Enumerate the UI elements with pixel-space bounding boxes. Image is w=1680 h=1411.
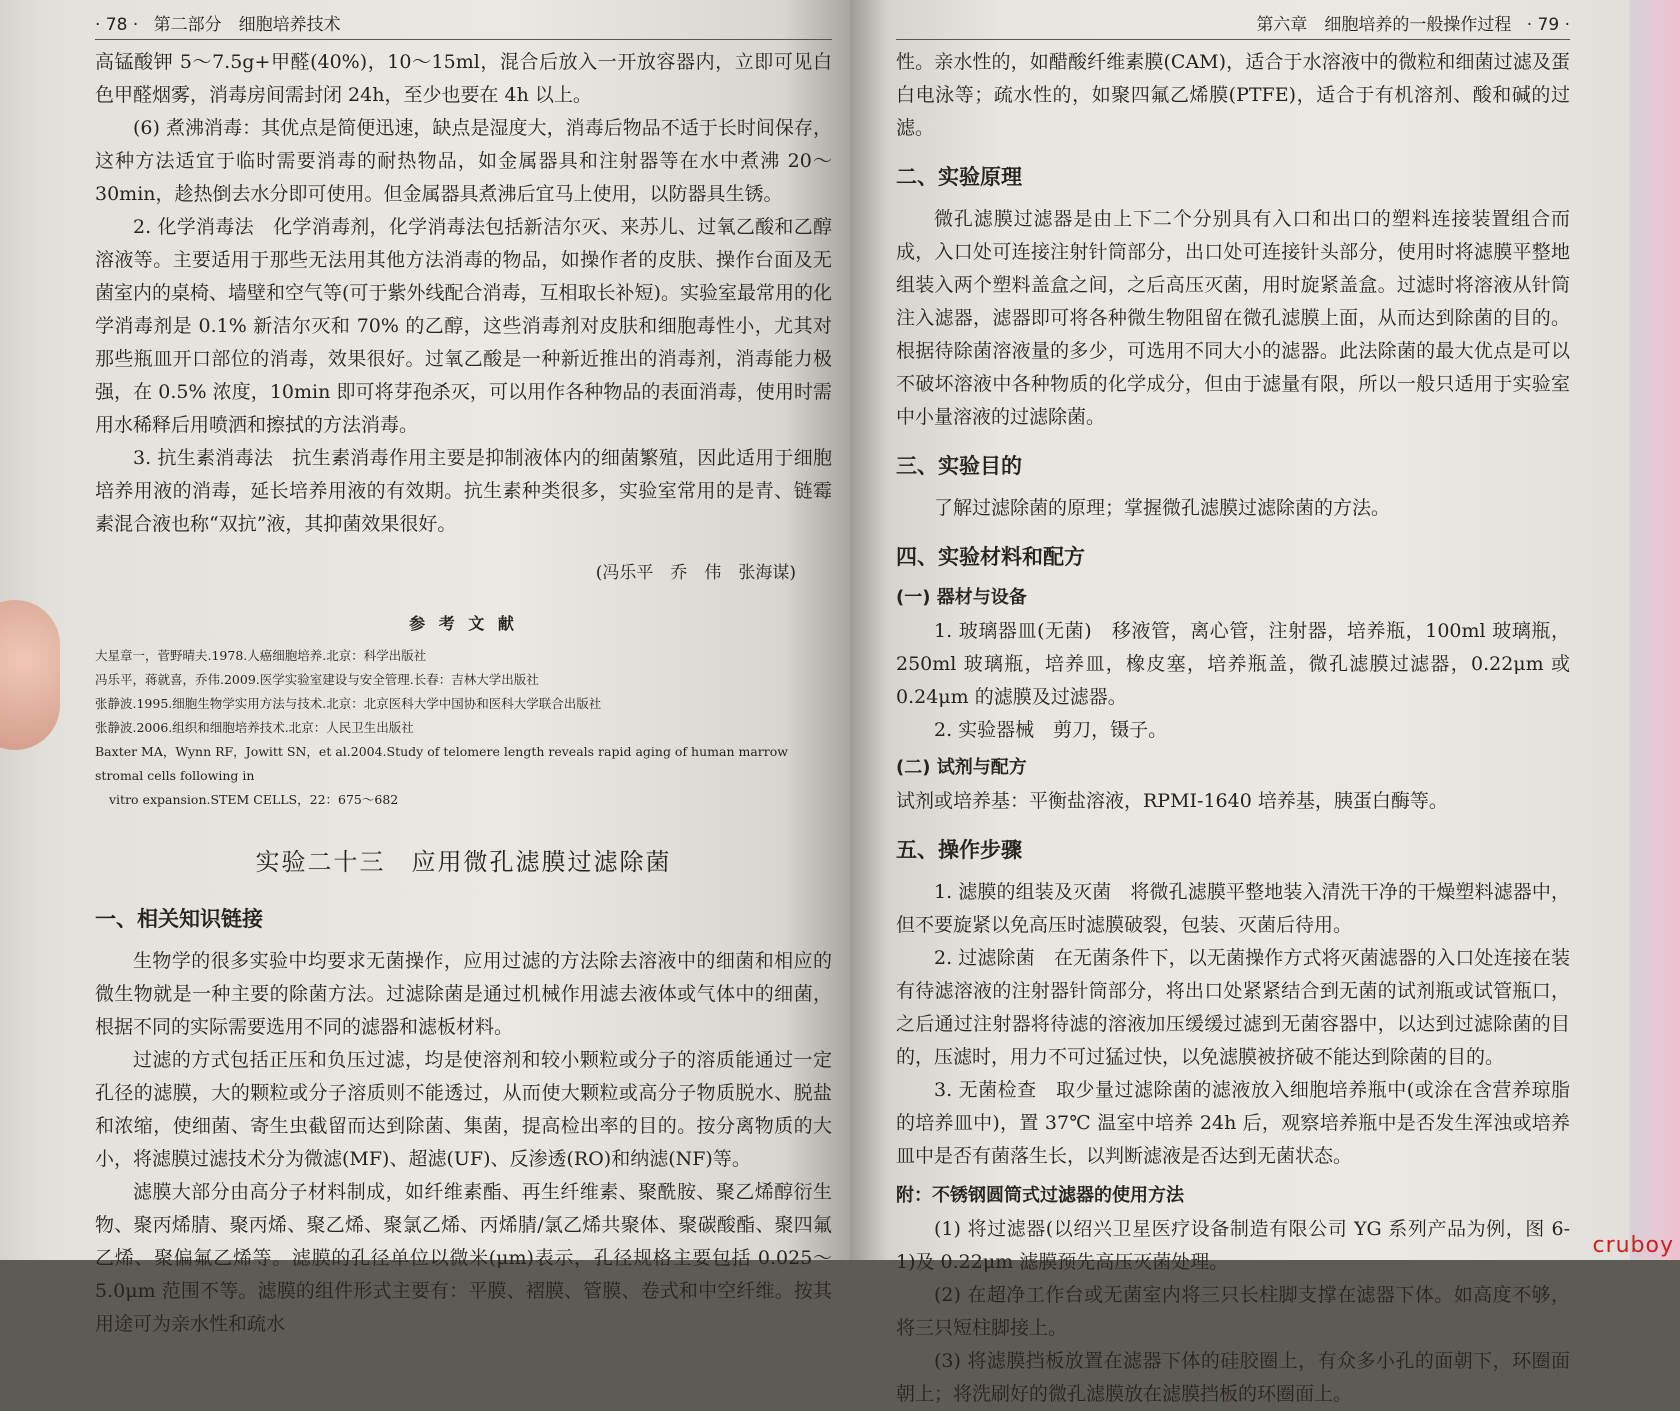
section-heading: 一、相关知识链接 (95, 907, 263, 931)
experiment-title: 实验二十三 应用微孔滤膜过滤除菌 (255, 848, 672, 876)
section-heading: 三、实验目的 (896, 454, 1022, 478)
step-item: 1. 滤膜的组装及灭菌 将微孔滤膜平整地装入清洗干净的干燥塑料滤器中，但不要旋紧以免高压时滤膜破裂，包装、灭菌后待用。 (896, 881, 1570, 936)
paragraph: 高锰酸钾 5～7.5g+甲醛(40%)，10～15ml，混合后放入一开放容器内，立即可见白色甲醛烟雾，消毒房间需封闭 24h，至少也要在 4h 以上。 (95, 51, 832, 106)
right-running-header (896, 10, 1570, 40)
paragraph: 了解过滤除菌的原理；掌握微孔滤膜过滤除菌的方法。 (934, 497, 1391, 519)
left-page-number: · 78 · (95, 15, 139, 35)
subsection-heading: (二) 试剂与配方 (896, 757, 1027, 778)
right-page-number: · 79 · (1526, 15, 1570, 35)
appendix-step: (1) 将过滤器(以绍兴卫星医疗设备制造有限公司 YG 系列产品为例，图 6-1)及 0.22μm 滤膜预先高压灭菌处理。 (896, 1218, 1570, 1273)
author-credit: (冯乐平 乔 伟 张海谋) (595, 563, 796, 583)
right-header-text (1256, 10, 1570, 35)
appendix-step: (2) 在超净工作台或无菌室内将三只长柱脚支撑在滤器下体。如高度不够，将三只短柱脚接上。 (896, 1284, 1570, 1339)
subsection-heading: (一) 器材与设备 (896, 587, 1027, 608)
paragraph: 微孔滤膜过滤器是由上下二个分别具有入口和出口的塑料连接装置组合而成，入口处可连接注射针筒部分，出口处可连接针头部分，使用时将滤膜平整地组装入两个塑料盖盒之间，之后高压灭菌，用时旋紧盖盒。过滤时将溶液从针筒注入滤器，滤器即可将各种微生物阻留在微孔滤膜上面，从而达到除菌的目的。根据待除菌溶液量的多少，可选用不同大小的滤器。此法除菌的最大优点是可以不破坏溶液中各种物质的化学成分，但由于滤量有限，所以一般只适用于实验室中小量溶液的过滤除菌。 (896, 208, 1570, 428)
reference-item: vitro expansion.STEM CELLS，22：675～682 (109, 792, 399, 807)
step-item: 2. 过滤除菌 在无菌条件下，以无菌操作方式将灭菌滤器的入口处连接在装有待滤溶液的注射器针筒部分，将出口处紧紧结合到无菌的试剂瓶或试管瓶口，之后通过注射器将待滤的溶液加压缓缓过滤到无菌容器中，以达到过滤除菌的目的，压滤时，用力不可过猛过快，以免滤膜被挤破不能达到除菌的目的。 (896, 947, 1570, 1068)
paragraph: 生物学的很多实验中均要求无菌操作，应用过滤的方法除去溶液中的细菌和相应的微生物就是一种主要的除菌方法。过滤除菌是通过机械作用滤去液体或气体中的细菌，根据不同的实际需要选用不同的滤器和滤板材料。 (95, 950, 832, 1038)
paragraph: 滤膜大部分由高分子材料制成，如纤维素酯、再生纤维素、聚酰胺、聚乙烯醇衍生物、聚丙烯腈、聚丙烯、聚乙烯、聚氯乙烯、丙烯腈/氯乙烯共聚体、聚碳酸酯、聚四氟乙烯、聚偏氟乙烯等。滤膜的孔径单位以微米(μm)表示，孔径规格主要包括 0.025～5.0μm 范围不等。滤膜的组件形式主要有：平膜、褶膜、管膜、卷式和中空纤维。按其用途可为亲水性和疏水 (95, 1181, 832, 1335)
left-header-section: 第二部分 细胞培养技术 (153, 15, 341, 35)
list-item: 2. 实验器械 剪刀，镊子。 (934, 719, 1168, 741)
paragraph: (6) 煮沸消毒：其优点是简便迅速，缺点是湿度大，消毒后物品不适于长时间保存，这种方法适宜于临时需要消毒的耐热物品，如金属器具和注射器等在水中煮沸 20～30min，趁热倒去水分即可使用。但金属器具煮沸后宜马上使用，以防器具生锈。 (95, 117, 832, 205)
reference-item: Baxter MA，Wynn RF，Jowitt SN，et al.2004.Study of telomere length reveals rapid aging of human marrow stromal cells following in (95, 744, 788, 783)
left-header-text (95, 10, 341, 35)
reference-item: 大星章一，菅野晴夫.1978.人癌细胞培养.北京：科学出版社 (95, 648, 427, 663)
section-heading: 二、实验原理 (896, 165, 1022, 189)
right-page (850, 0, 1630, 1405)
left-running-header (95, 10, 832, 40)
paragraph: 过滤的方式包括正压和负压过滤，均是使溶剂和较小颗粒或分子的溶质能通过一定孔径的滤膜，大的颗粒或分子溶质则不能透过，从而使大颗粒或高分子物质脱水、脱盐和浓缩，使细菌、寄生虫截留而达到除菌、集菌，提高检出率的目的。按分离物质的大小，将滤膜过滤技术分为微滤(MF)、超滤(UF)、反渗透(RO)和纳滤(NF)等。 (95, 1049, 832, 1170)
step-item: 3. 无菌检查 取少量过滤除菌的滤液放入细胞培养瓶中(或涂在含营养琼脂的培养皿中)，置 37℃ 温室中培养 24h 后，观察培养瓶中是否发生浑浊或培养皿中是否有菌落生长，以判断滤液是否达到无菌状态。 (896, 1079, 1570, 1167)
paragraph: 2. 化学消毒法 化学消毒剂，化学消毒法包括新洁尔灭、来苏儿、过氧乙酸和乙醇溶液等。主要适用于那些无法用其他方法消毒的物品，如操作者的皮肤、操作台面及无菌室内的桌椅、墙壁和空气等(可于紫外线配合消毒，互相取长补短)。实验室最常用的化学消毒剂是 0.1% 新洁尔灭和 70% 的乙醇，这些消毒剂对皮肤和细胞毒性小，尤其对那些瓶皿开口部位的消毒，效果很好。过氧乙酸是一种新近推出的消毒剂，消毒能力极强，在 0.5% 浓度，10min 即可将芽孢杀灭，可以用作各种物品的表面消毒，使用时需用水稀释后用喷洒和擦拭的方法消毒。 (95, 216, 832, 436)
references-title: 参 考 文 献 (409, 614, 518, 633)
reference-item: 张静波.2006.组织和细胞培养技术.北京：人民卫生出版社 (95, 720, 414, 735)
paragraph: 3. 抗生素消毒法 抗生素消毒作用主要是抑制液体内的细菌繁殖，因此适用于细胞培养用液的消毒，延长培养用液的有效期。抗生素种类很多，实验室常用的是青、链霉素混合液也称“双抗”液，其抑菌效果很好。 (95, 447, 832, 535)
paragraph: 试剂或培养基：平衡盐溶液，RPMI-1640 培养基，胰蛋白酶等。 (896, 790, 1448, 812)
watermark-text: cruboy (1592, 1233, 1674, 1258)
background-edge (1630, 0, 1680, 1260)
reference-item: 冯乐平，蒋就喜，乔伟.2009.医学实验室建设与安全管理.长春：吉林大学出版社 (95, 672, 539, 687)
paragraph: 性。亲水性的，如醋酸纤维素膜(CAM)，适合于水溶液中的微粒和细菌过滤及蛋白电泳等；疏水性的，如聚四氟乙烯膜(PTFE)，适合于有机溶剂、酸和碱的过滤。 (896, 51, 1570, 139)
appendix-step: (3) 将滤膜挡板放置在滤器下体的硅胶圈上，有众多小孔的面朝下，环圈面朝上；将洗刷好的微孔滤膜放在滤膜挡板的环圈面上。 (896, 1350, 1570, 1405)
thumb-holding-book (0, 600, 60, 750)
reference-item: 张静波.1995.细胞生物学实用方法与技术.北京：北京医科大学中国协和医科大学联合出版社 (95, 696, 602, 711)
right-header-chapter: 第六章 细胞培养的一般操作过程 (1256, 15, 1512, 35)
section-heading: 四、实验材料和配方 (896, 545, 1085, 569)
appendix-heading: 附：不锈钢圆筒式过滤器的使用方法 (896, 1185, 1184, 1206)
list-item: 1. 玻璃器皿(无菌) 移液管，离心管，注射器，培养瓶，100ml 玻璃瓶，250ml 玻璃瓶，培养皿，橡皮塞，培养瓶盖，微孔滤膜过滤器，0.22μm 或 0.24μm 的滤膜及过滤器。 (896, 620, 1570, 708)
left-page (0, 0, 850, 1335)
section-heading: 五、操作步骤 (896, 838, 1022, 862)
